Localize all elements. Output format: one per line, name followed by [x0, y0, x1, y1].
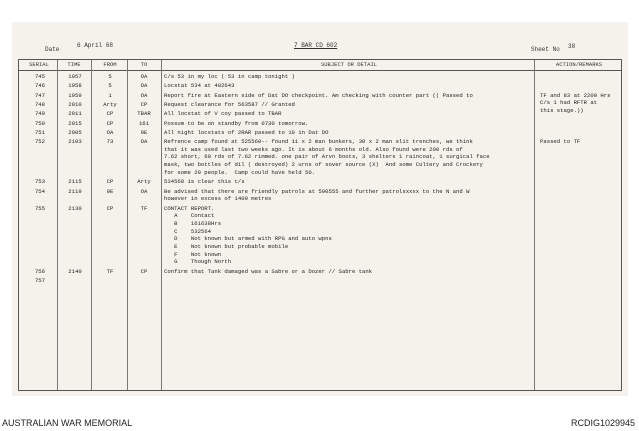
footer-reference: RCDIG1029945 — [570, 418, 635, 428]
cell-subject-line: G Though North — [164, 258, 232, 266]
cell-to: OA — [140, 187, 148, 195]
cell-subject-line: CONTACT REPORT. — [164, 204, 215, 212]
cell-serial: 752 — [34, 138, 46, 146]
cell-time: 2015 — [68, 119, 82, 127]
cell-subject-line: Possum to be on standby from 0730 tomorrow. — [164, 119, 309, 127]
cell-to: OA — [140, 91, 148, 99]
cell-subject-line: F Not known — [164, 250, 222, 258]
column-header-to: TO — [140, 61, 148, 68]
cell-serial: 751 — [34, 128, 46, 136]
cell-subject-line: Refrence camp found at 525560-- found 11 x 2 man bunkers, 30 x 2 man slit trenches, we think — [164, 138, 473, 146]
cell-to: 161 — [138, 119, 150, 127]
cell-subject-line: C 532564 — [164, 227, 211, 235]
sheet-label: Sheet No — [531, 46, 560, 53]
cell-subject-line: D Not known but armed with RPG and auto wpns — [164, 235, 332, 243]
column-header-from: FROM — [103, 61, 117, 68]
cell-subject-line: E Not known but probable mobile — [164, 243, 289, 250]
cell-serial: 756 — [34, 267, 46, 275]
cell-remark: C/s 1 had RFTR at — [540, 99, 598, 107]
cell-time: 1958 — [68, 82, 82, 90]
cell-subject-line: All locstat of V coy passed to TBAR — [164, 110, 282, 118]
cell-from: CP — [106, 110, 114, 118]
cell-subject-line: All night locstats of 2RAR passed to 10 in Dat DO — [164, 128, 329, 136]
cell-time: 2010 — [68, 100, 82, 108]
cell-remark: Passed to TF — [540, 138, 581, 146]
cell-subject-line: C/s 53 in my loc ( 53 in camp tonight ) — [164, 73, 295, 80]
date-label: Date — [45, 46, 60, 53]
cell-subject-line: 7.62 short, 60 rds of 7.62 rimmed. one pair of Arvn boots, 3 shelters 1 raincoat, 1 surgical face — [164, 153, 490, 161]
column-header-time: TIME — [67, 61, 81, 68]
cell-from: CP — [106, 204, 114, 212]
log-sheet — [13, 23, 627, 395]
cell-remark: TF and 83 at 2200 Hrs — [540, 91, 611, 99]
cell-serial: 747 — [34, 91, 46, 99]
cell-subject-line: Be advised that there are friendly patrols at 500555 and further patrolsxxxx to the N and W — [164, 187, 470, 195]
cell-subject-line: Confirm that Tank damaged was a Sabre or a Dozer // Sabre tank — [164, 267, 373, 275]
cell-time: 2011 — [68, 110, 82, 118]
cell-remark: this stage.)) — [540, 107, 584, 114]
cell-subject-line: Locstat 534 at 402643 — [164, 82, 235, 90]
cell-serial: 750 — [34, 119, 46, 127]
cell-time: 2005 — [68, 128, 82, 136]
cell-time: 2103 — [68, 138, 82, 146]
cell-subject-line: Request clearance for 563587 // Granted — [164, 100, 295, 108]
cell-time: 1959 — [68, 91, 82, 99]
column-divider — [161, 60, 162, 390]
cell-subject-line: A Contact — [164, 212, 215, 220]
cell-from: 1 — [108, 91, 112, 99]
cell-from: 5 — [108, 73, 112, 80]
footer-source: AUSTRALIAN WAR MEMORIAL — [2, 418, 133, 428]
cell-to: CP — [140, 267, 148, 275]
cell-subject-line: however in excess of 1400 metres — [164, 195, 272, 203]
cell-to: CP — [140, 100, 148, 108]
cell-from: CP — [106, 178, 114, 186]
cell-time: 2130 — [68, 204, 82, 212]
cell-time: 2119 — [68, 187, 82, 195]
column-divider — [57, 60, 58, 390]
cell-serial: 745 — [34, 73, 46, 80]
column-divider — [534, 60, 535, 390]
cell-from: 9E — [106, 187, 114, 195]
log-title: 7 BAR CD 602 — [294, 42, 338, 49]
cell-to: 9E — [140, 128, 148, 136]
cell-serial: 755 — [34, 204, 46, 212]
cell-to: OA — [140, 73, 148, 80]
cell-from: TF — [106, 267, 114, 275]
cell-serial: 753 — [34, 178, 46, 186]
column-header-subject: SUBJECT OR DETAIL — [320, 61, 378, 68]
cell-serial: 754 — [34, 187, 46, 195]
cell-subject-line: Report fire at Eastern side of Dat DO checkpoint. Am checking with counter part (( Passed to — [164, 91, 473, 99]
cell-time: 2115 — [68, 178, 82, 186]
cell-time: 1957 — [68, 73, 82, 80]
cell-serial: 746 — [34, 82, 46, 90]
cell-subject-line: for some 20 people. Camp could have held 50. — [164, 168, 316, 176]
column-divider — [127, 60, 128, 390]
cell-to: OA — [140, 82, 148, 90]
cell-serial: 748 — [34, 100, 46, 108]
cell-from: 5 — [108, 82, 112, 90]
cell-subject-line: B 161638Hrs — [164, 219, 222, 227]
cell-subject-line: that it was used last two weeks ago. It is about 6 months old. Also found were 200 rds of — [164, 145, 463, 153]
table-header — [19, 60, 621, 71]
cell-to: OA — [140, 138, 148, 146]
cell-to: Arty — [137, 178, 151, 186]
cell-time: 2140 — [68, 267, 82, 275]
cell-to: TBAR — [137, 110, 151, 118]
cell-subject-line: 534568 is clear this c/s — [164, 178, 245, 186]
column-header-action: ACTION/REMARKS — [555, 61, 603, 68]
cell-serial: 749 — [34, 110, 46, 118]
cell-from: Arty — [103, 100, 117, 108]
date-value: 6 April 68 — [77, 42, 114, 49]
cell-from: 73 — [106, 138, 114, 146]
column-header-serial: SERIAL — [29, 61, 49, 68]
cell-from: CP — [106, 119, 114, 127]
sheet-value: 38 — [568, 43, 576, 50]
cell-subject-line: mask, two bottles of dil ( destroyed) 2 urns of sover source (X) And some Cultery and Crockery — [164, 161, 483, 169]
cell-from: OA — [106, 128, 114, 136]
column-divider — [91, 60, 92, 390]
log-table — [18, 59, 622, 391]
cell-to: TF — [140, 204, 148, 212]
cell-serial: 757 — [34, 277, 46, 284]
